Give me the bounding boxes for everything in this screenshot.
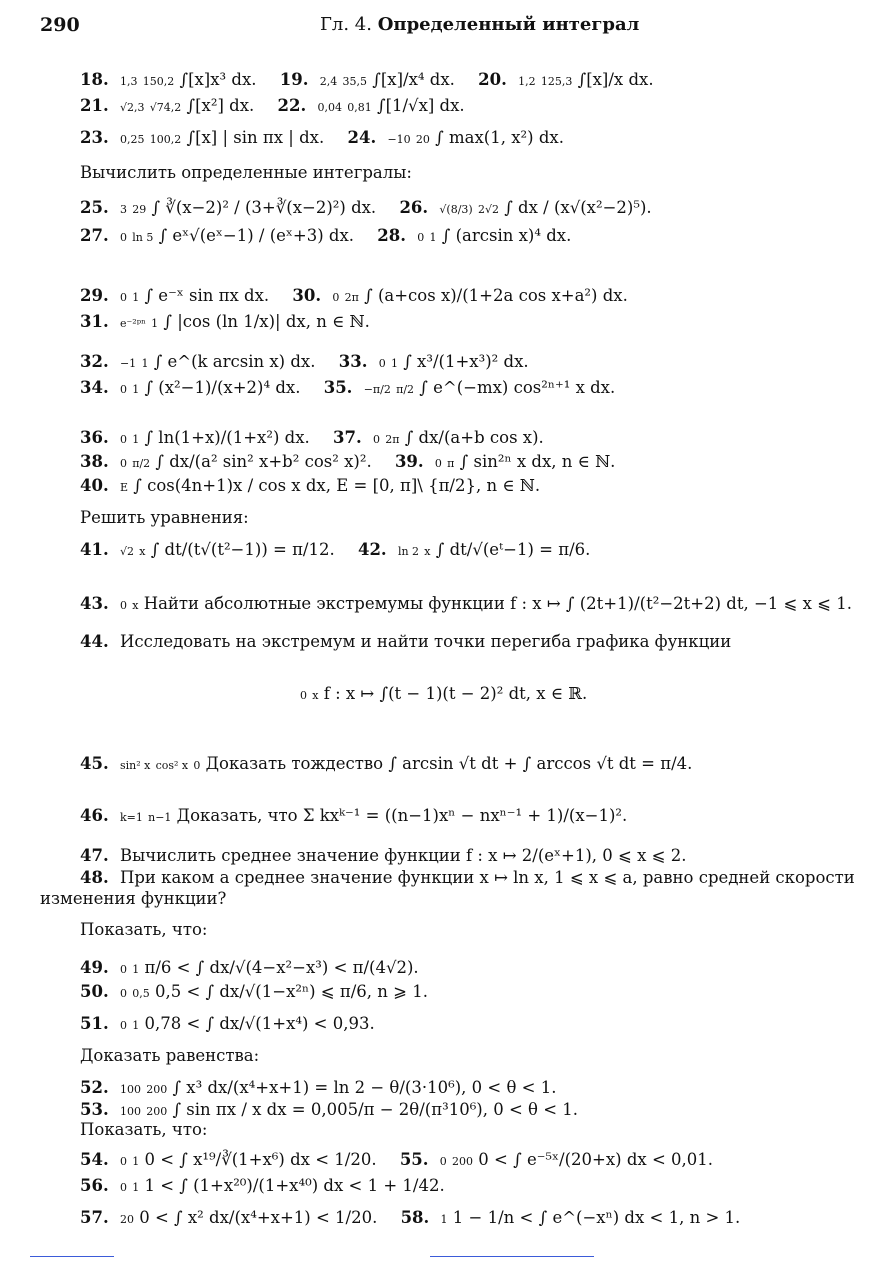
exercise-42: 42. ln 2 x ∫ dt/√(eᵗ−1) = π/6. [357, 540, 591, 559]
exercise-row-54-55 [80, 1150, 731, 1172]
exercise-44: 44. Исследовать на экстремум и найти точки перегиба графика функции [80, 632, 732, 651]
exercise-row-25-26 [80, 198, 670, 220]
exercise-56: 56. 0 1 1 < ∫ (1+x²⁰)/(1+x⁴⁰) dx < 1 + 1/42. [80, 1176, 445, 1195]
exercise-52: 52. 100 200 ∫ x³ dx/(x⁴+x+1) = ln 2 − θ/(3·10⁶), 0 < θ < 1. [80, 1078, 557, 1097]
exercise-24: 24. −10 20 ∫ max(1, x²) dx. [347, 128, 564, 147]
exercise-row-31 [80, 312, 388, 334]
exercise-45: 45. sin² x cos² x 0 Доказать тождество ∫ arcsin √t dt + ∫ arccos √t dt = π/4. [80, 754, 693, 773]
exercise-row-41-42 [80, 540, 608, 562]
exercise-40: 40. E ∫ cos(4n+1)x / cos x dx, E = [0, π]\ {π/2}, n ∈ ℕ. [80, 476, 541, 495]
exercise-36: 36. 0 1 ∫ ln(1+x)/(1+x²) dx. [80, 428, 310, 447]
exercise-34: 34. 0 1 ∫ (x²−1)/(x+2)⁴ dx. [80, 378, 301, 397]
exercise-18: 18. 1,3 150,2 ∫[x]x³ dx. [80, 70, 257, 89]
exercise-28: 28. 0 1 ∫ (arcsin x)⁴ dx. [377, 226, 572, 245]
exercise-53: 53. 100 200 ∫ sin πx / x dx = 0,005/π − 2θ/(π³10⁶), 0 < θ < 1. [80, 1100, 579, 1119]
exercise-22: 22. 0,04 0,81 ∫[1/√x] dx. [277, 96, 465, 115]
exercise-row-34-35 [80, 378, 633, 400]
exercise-row-21-22 [80, 96, 483, 118]
exercise-row-56 [80, 1176, 463, 1198]
exercise-57: 57. 20 0 < ∫ x² dx/(x⁴+x+1) < 1/20. [80, 1208, 378, 1227]
footer-rule-right [430, 1256, 594, 1257]
exercise-row-36-37 [80, 428, 562, 450]
exercise-37: 37. 0 2π ∫ dx/(a+b cos x). [333, 428, 544, 447]
section-heading-show-2: Показать, что: [80, 1120, 208, 1139]
exercise-row-38-39 [80, 452, 633, 474]
exercise-48: 48. При каком a среднее значение функции x ↦ ln x, 1 ⩽ x ⩽ a, равно средней скорости [80, 868, 855, 887]
exercise-54: 54. 0 1 0 < ∫ x¹⁹/∛(1+x⁶) dx < 1/20. [80, 1150, 377, 1169]
chapter-name: Определенный интеграл [377, 14, 640, 35]
section-heading-equations: Решить уравнения: [80, 508, 249, 527]
exercise-44-formula: 0 x f : x ↦ ∫(t − 1)(t − 2)² dt, x ∈ ℝ. [300, 684, 588, 703]
page-header [40, 14, 853, 40]
section-heading-prove: Доказать равенства: [80, 1046, 260, 1065]
exercise-41: 41. √2 x ∫ dt/(t√(t²−1)) = π/12. [80, 540, 335, 559]
exercise-row-29-30 [80, 286, 646, 308]
exercise-48-continued: изменения функции? [40, 889, 227, 908]
exercise-row-32-33 [80, 352, 547, 374]
exercise-33: 33. 0 1 ∫ x³/(1+x³)² dx. [338, 352, 529, 371]
exercise-row-50 [80, 982, 446, 1004]
exercise-row-18-22 [80, 70, 672, 92]
exercise-49: 49. 0 1 π/6 < ∫ dx/√(4−x²−x³) < π/(4√2). [80, 958, 419, 977]
chapter-title [320, 14, 639, 35]
exercise-31: 31. e⁻²ᵖⁿ 1 ∫ |cos (ln 1/x)| dx, n ∈ ℕ. [80, 312, 370, 331]
exercise-25: 25. 3 29 ∫ ∛(x−2)² / (3+∛(x−2)²) dx. [80, 198, 377, 217]
exercise-27: 27. 0 ln 5 ∫ eˣ√(eˣ−1) / (eˣ+3) dx. [80, 226, 355, 245]
exercise-21: 21. √2,3 √74,2 ∫[x²] dx. [80, 96, 255, 115]
exercise-29: 29. 0 1 ∫ e⁻ˣ sin πx dx. [80, 286, 270, 305]
exercise-43: 43. 0 x Найти абсолютные экстремумы функции f : x ↦ ∫ (2t+1)/(t²−2t+2) dt, −1 ⩽ x ⩽ 1. [80, 594, 852, 613]
section-heading-compute: Вычислить определенные интегралы: [80, 163, 412, 182]
exercise-19: 19. 2,4 35,5 ∫[x]/x⁴ dx. [279, 70, 455, 89]
exercise-row-57-58 [80, 1208, 758, 1230]
exercise-row-27-28 [80, 226, 589, 248]
exercise-35: 35. −π/2 π/2 ∫ e^(−mx) cos²ⁿ⁺¹ x dx. [323, 378, 616, 397]
page-number: 290 [40, 14, 80, 36]
footer-rule-left [30, 1256, 114, 1257]
exercise-58: 58. 1 1 − 1/n < ∫ e^(−xⁿ) dx < 1, n > 1. [400, 1208, 741, 1227]
exercise-30: 30. 0 2π ∫ (a+cos x)/(1+2a cos x+a²) dx. [292, 286, 628, 305]
exercise-46: 46. k=1 n−1 Доказать, что Σ kxᵏ⁻¹ = ((n−1)xⁿ − nxⁿ⁻¹ + 1)/(x−1)². [80, 806, 628, 825]
exercise-32: 32. −1 1 ∫ e^(k arcsin x) dx. [80, 352, 316, 371]
exercise-39: 39. 0 π ∫ sin²ⁿ x dx, n ∈ ℕ. [394, 452, 616, 471]
exercise-row-23-24 [80, 128, 582, 150]
exercise-26: 26. √(8/3) 2√2 ∫ dx / (x√(x²−2)⁵). [399, 198, 652, 217]
exercise-row-49-50 [80, 958, 437, 980]
exercise-38: 38. 0 π/2 ∫ dx/(a² sin² x+b² cos² x)². [80, 452, 372, 471]
chapter-label: Гл. 4. [320, 14, 372, 35]
exercise-47: 47. Вычислить среднее значение функции f : x ↦ 2/(eˣ+1), 0 ⩽ x ⩽ 2. [80, 846, 687, 865]
section-heading-show-1: Показать, что: [80, 920, 208, 939]
exercise-23: 23. 0,25 100,2 ∫[x] | sin πx | dx. [80, 128, 325, 147]
exercise-50: 50. 0 0,5 0,5 < ∫ dx/√(1−x²ⁿ) ⩽ π/6, n ⩾ 1. [80, 982, 428, 1001]
exercise-51: 51. 0 1 0,78 < ∫ dx/√(1+x⁴) < 0,93. [80, 1014, 375, 1033]
exercise-20: 20. 1,2 125,3 ∫[x]/x dx. [478, 70, 654, 89]
exercise-55: 55. 0 200 0 < ∫ e⁻⁵ˣ/(20+x) dx < 0,01. [399, 1150, 714, 1169]
